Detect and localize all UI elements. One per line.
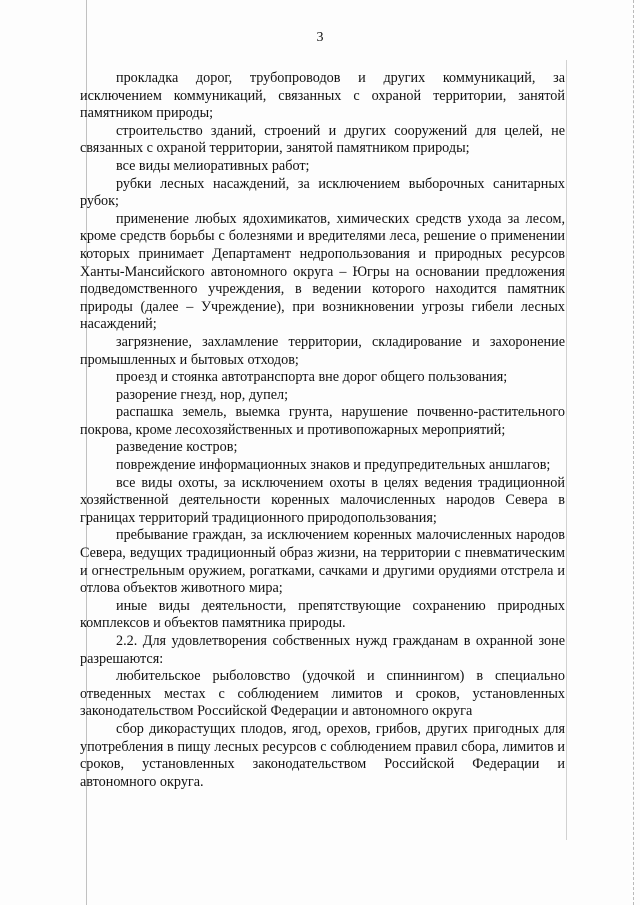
paragraph: распашка земель, выемка грунта, нарушение почвенно-растительного покрова, кроме лесохозяйственных и противопожарных мероприятий; bbox=[80, 404, 565, 438]
paragraph: любительское рыболовство (удочкой и спиннингом) в специально отведенных местах с соблюдением лимитов и сроков, установленных законодательством Российской Федерации и автономного округа bbox=[80, 668, 565, 720]
paragraph: повреждение информационных знаков и предупредительных аншлагов; bbox=[116, 457, 551, 474]
scan-edge bbox=[633, 0, 636, 905]
paragraph: все виды охоты, за исключением охоты в целях ведения традиционной хозяйственной деятельности коренных малочисленных народов Севера в границах территорий традиционного природопользования; bbox=[80, 474, 565, 526]
paragraph: рубки лесных насаждений, за исключением выборочных санитарных рубок; bbox=[80, 175, 565, 210]
paragraph: разорение гнезд, нор, дупел; bbox=[116, 386, 289, 403]
paragraph: все виды мелиоративных работ; bbox=[116, 157, 310, 174]
document-body bbox=[80, 70, 565, 791]
paragraph: пребывание граждан, за исключением коренных малочисленных народов Севера, ведущих традиционный образ жизни, на территории с пневматическим и огнестрельным оружием, рогатками, сачками и другими орудиями отстрела и отлова объектов животного мира; bbox=[80, 527, 565, 597]
paragraph: прокладка дорог, трубопроводов и других коммуникаций, за исключением коммуникаций, связанных с охраной территории, занятой памятником природы; bbox=[80, 70, 565, 122]
paragraph: разведение костров; bbox=[116, 439, 238, 456]
page-number: 3 bbox=[316, 30, 324, 45]
scan-margin-line-right bbox=[566, 60, 567, 840]
paragraph: загрязнение, захламление территории, складирование и захоронение промышленных и бытовых отходов; bbox=[80, 333, 565, 368]
paragraph: проезд и стоянка автотранспорта вне дорог общего пользования; bbox=[116, 369, 508, 386]
paragraph: сбор дикорастущих плодов, ягод, орехов, грибов, других пригодных для употребления в пищу лесных ресурсов с соблюдением правил сбора, лимитов и сроков, установленных законодательством Российской Федерации и автономного округа. bbox=[80, 720, 565, 790]
paragraph: строительство зданий, строений и других сооружений для целей, не связанных с охраной территории, занятой памятником природы; bbox=[80, 122, 565, 157]
paragraph: применение любых ядохимикатов, химических средств ухода за лесом, кроме средств борьбы с болезнями и вредителями леса, решение о применении которых принимает Департамент недропользования и природных ресурсов Ханты-Мансийского автономного округа – Югры на основании предложения подведомственного учреждения, в ведении которого находится памятник природы (далее – Учреждение), при возникновении угрозы гибели лесных насаждений; bbox=[80, 210, 565, 333]
paragraph: иные виды деятельности, препятствующие сохранению природных комплексов и объектов памятника природы. bbox=[80, 597, 565, 632]
section-2-2-paragraph: 2.2. Для удовлетворения собственных нужд гражданам в охранной зоне разрешаются: bbox=[80, 633, 565, 667]
